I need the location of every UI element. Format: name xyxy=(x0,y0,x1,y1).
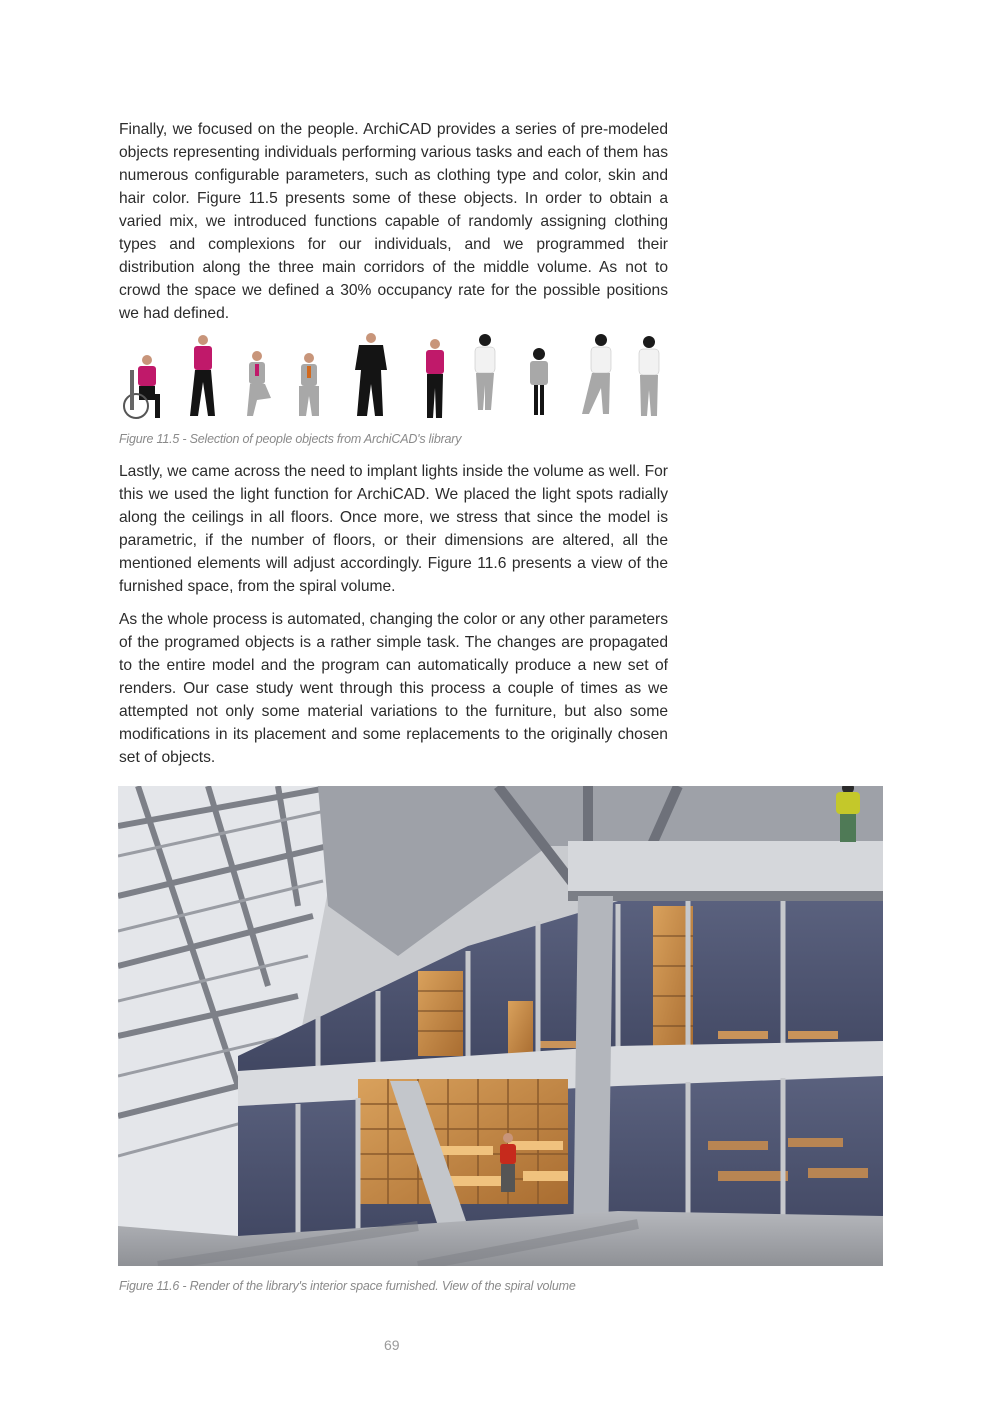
paragraph-people: Finally, we focused on the people. ArchiCAD provides a series of pre-modeled objects representing individuals performing various tasks and each of them has numerous configurable parameters, such as clothing type and color, skin and hair color. Figure 11.5 presents some of these objects. In order to obtain a varied mix, we introduced functions capable of randomly assigning clothing types and complexions for our individuals, and we programmed their distribution along the three main corridors of the middle volume. As not to crowd the space we defined a 30% occupancy rate for the possible positions we had defined. xyxy=(119,121,668,322)
paragraph-automation: As the whole process is automated, changing the color or any other parameters of the programed objects is a rather simple task. The changes are propagated to the entire model and the program can automatically produce a new set of renders. Our case study went through this process a couple of times as we attempted not only some material variations to the furniture, but also some modifications in its placement and some replacements to the originally chosen set of objects. xyxy=(119,611,668,766)
paragraph-lights: Lastly, we came across the need to implant lights inside the volume as well. For this we used the light function for ArchiCAD. We placed the light spots radially along the ceilings in all floors. Once more, we stress that since the model is parametric, if the number of floors, or their dimensions are altered, all the mentioned elements will adjust accordingly. Figure 11.6 presents a view of the furnished space, from the spiral volume. xyxy=(119,463,668,595)
person-figure xyxy=(639,336,659,416)
page-number: 69 xyxy=(384,1337,400,1353)
person-figure xyxy=(475,334,495,410)
person-figure xyxy=(247,351,271,416)
person-figure xyxy=(124,355,160,418)
person-figure xyxy=(355,333,387,416)
figure-11-6-caption: Figure 11.6 - Render of the library's interior space furnished. View of the spiral volume xyxy=(119,1279,576,1293)
person-figure xyxy=(426,339,444,418)
person-figure xyxy=(582,334,611,414)
person-figure xyxy=(530,348,548,415)
person-figure xyxy=(190,335,215,416)
person-figure xyxy=(299,353,319,416)
figure-11-5-caption: Figure 11.5 - Selection of people objects from ArchiCAD's library xyxy=(119,432,462,446)
library-render-figure xyxy=(118,786,883,1266)
people-objects-figure xyxy=(119,330,668,425)
